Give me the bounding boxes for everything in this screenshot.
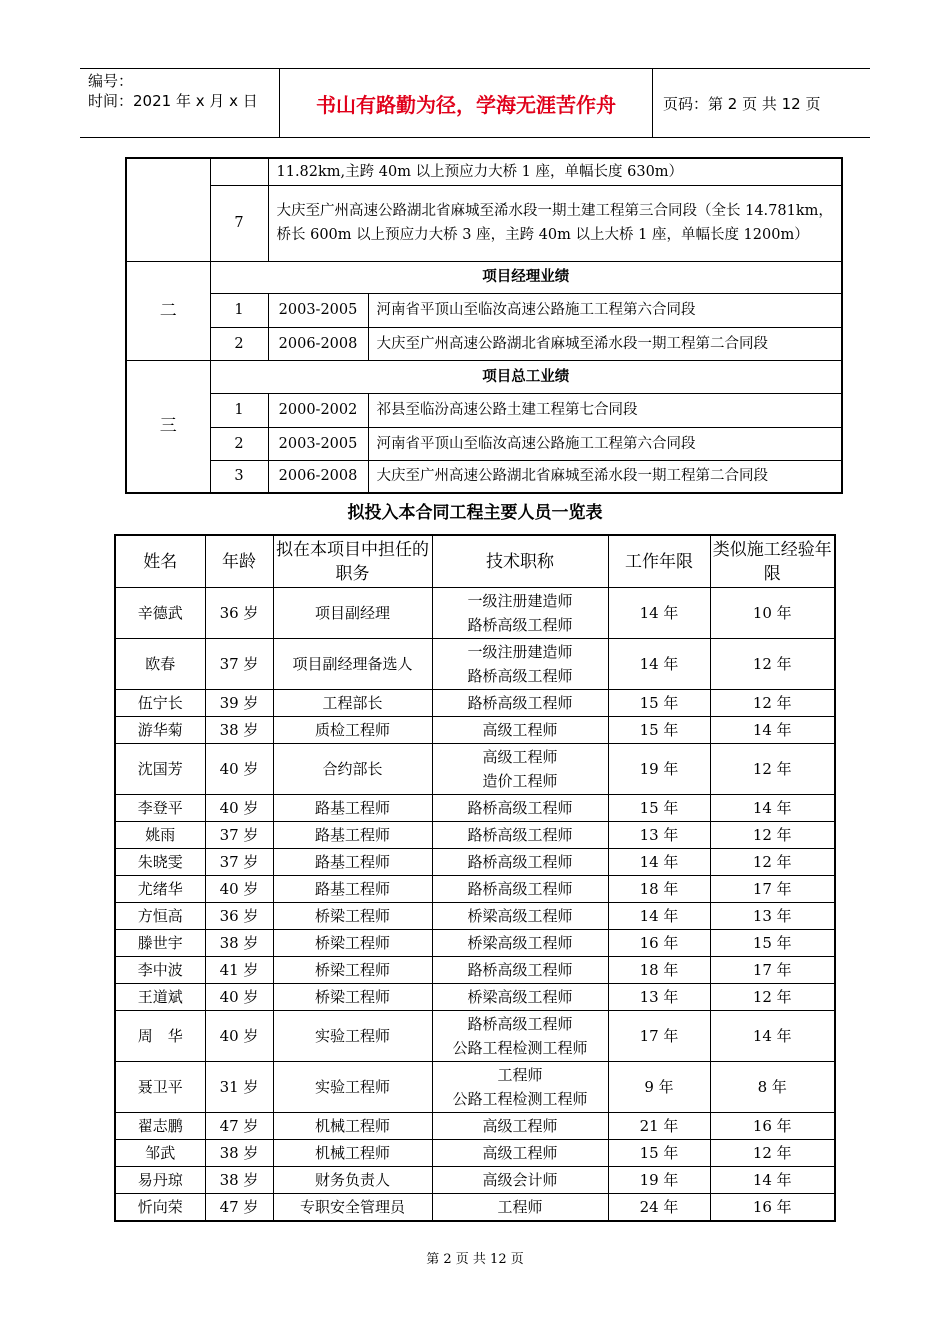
staff-position: 路基工程师 [273, 795, 432, 822]
section-title: 项目经理业绩 [210, 261, 842, 293]
staff-title-line: 桥梁高级工程师 [467, 934, 573, 952]
staff-title-line: 公路工程检测工程师 [452, 1090, 588, 1108]
row-desc: 大庆至广州高速公路湖北省麻城至浠水段一期工程第二合同段 [368, 460, 842, 493]
staff-age: 47 岁 [205, 1194, 273, 1222]
staff-work-years: 19 年 [608, 1167, 710, 1194]
row-desc: 河南省平顶山至临汝高速公路施工工程第六合同段 [368, 427, 842, 460]
staff-position: 合约部长 [273, 744, 432, 795]
staff-exp-years: 12 年 [710, 639, 835, 690]
staff-position: 桥梁工程师 [273, 984, 432, 1011]
staff-title [432, 876, 608, 903]
staff-position: 机械工程师 [273, 1140, 432, 1167]
staff-position: 工程部长 [273, 690, 432, 717]
code-label: 编号： [88, 72, 134, 90]
staff-title-line: 路桥高级工程师 [467, 616, 573, 634]
staff-name: 易丹琼 [115, 1167, 205, 1194]
staff-name: 李中波 [115, 957, 205, 984]
staff-name: 忻向荣 [115, 1194, 205, 1222]
table-row [115, 822, 835, 849]
staff-position: 桥梁工程师 [273, 903, 432, 930]
staff-title-line: 工程师 [497, 1198, 543, 1216]
row-no: 7 [210, 185, 268, 261]
staff-title-line: 造价工程师 [482, 772, 558, 790]
staff-exp-years: 14 年 [710, 1167, 835, 1194]
table-row [126, 158, 842, 185]
staff-exp-years: 13 年 [710, 903, 835, 930]
staff-work-years: 14 年 [608, 588, 710, 639]
table-row [115, 1113, 835, 1140]
col-header-position: 拟在本项目中担任的职务 [273, 535, 432, 588]
staff-title [432, 903, 608, 930]
staff-name: 李登平 [115, 795, 205, 822]
staff-work-years: 14 年 [608, 903, 710, 930]
staff-title-line: 路桥高级工程师 [467, 961, 573, 979]
staff-age: 40 岁 [205, 795, 273, 822]
staff-age: 40 岁 [205, 876, 273, 903]
staff-exp-years: 12 年 [710, 690, 835, 717]
staff-exp-years: 12 年 [710, 1140, 835, 1167]
table-row [115, 588, 835, 639]
staff-age: 38 岁 [205, 930, 273, 957]
staff-position: 项目副经理 [273, 588, 432, 639]
staff-title [432, 1113, 608, 1140]
staff-age: 38 岁 [205, 717, 273, 744]
row-desc: 11.82km,主跨 40m 以上预应力大桥 1 座，单幅长度 630m） [268, 158, 842, 185]
row-years: 2000-2002 [268, 393, 368, 427]
staff-age: 37 岁 [205, 639, 273, 690]
staff-title [432, 744, 608, 795]
staff-title [432, 1062, 608, 1113]
staff-title-line: 路桥高级工程师 [467, 799, 573, 817]
col-header-work-years: 工作年限 [608, 535, 710, 588]
staff-exp-years: 12 年 [710, 849, 835, 876]
col-header-exp-years: 类似施工经验年限 [710, 535, 835, 588]
table-row [115, 795, 835, 822]
staff-work-years: 15 年 [608, 795, 710, 822]
row-no-cell [210, 158, 268, 185]
staff-title-line: 高级工程师 [482, 721, 558, 739]
table-row [115, 1062, 835, 1113]
staff-age: 37 岁 [205, 822, 273, 849]
row-no: 2 [210, 327, 268, 360]
row-years: 2006-2008 [268, 327, 368, 360]
table-row [115, 984, 835, 1011]
staff-title-line: 路桥高级工程师 [467, 1015, 573, 1033]
staff-position: 财务负责人 [273, 1167, 432, 1194]
staff-exp-years: 10 年 [710, 588, 835, 639]
staff-title-line: 高级工程师 [482, 1117, 558, 1135]
staff-title-line: 高级会计师 [482, 1171, 558, 1189]
staff-age: 37 岁 [205, 849, 273, 876]
staff-work-years: 14 年 [608, 849, 710, 876]
row-years: 2003-2005 [268, 293, 368, 327]
row-desc: 大庆至广州高速公路湖北省麻城至浠水段一期工程第二合同段 [368, 327, 842, 360]
staff-title [432, 639, 608, 690]
staff-age: 40 岁 [205, 1011, 273, 1062]
staff-name: 邹武 [115, 1140, 205, 1167]
staff-exp-years: 17 年 [710, 957, 835, 984]
staff-name: 方恒高 [115, 903, 205, 930]
performance-table [125, 157, 843, 494]
table-row [126, 427, 842, 460]
section-cell [126, 158, 210, 185]
table-row [115, 876, 835, 903]
row-no: 1 [210, 393, 268, 427]
section-cell [126, 185, 210, 261]
staff-name: 沈国芳 [115, 744, 205, 795]
date-line: 时间：2021 年 x 月 x 日 [88, 92, 258, 110]
table-row [115, 849, 835, 876]
staff-exp-years: 15 年 [710, 930, 835, 957]
staff-title-line: 工程师 [497, 1066, 543, 1084]
header-meta [80, 69, 280, 137]
staff-name: 王道斌 [115, 984, 205, 1011]
staff-work-years: 21 年 [608, 1113, 710, 1140]
staff-title [432, 930, 608, 957]
staff-position: 路基工程师 [273, 876, 432, 903]
staff-exp-years: 12 年 [710, 984, 835, 1011]
staff-name: 聂卫平 [115, 1062, 205, 1113]
row-years: 2006-2008 [268, 460, 368, 493]
staff-title-line: 公路工程检测工程师 [452, 1039, 588, 1057]
table-row [126, 327, 842, 360]
staff-work-years: 13 年 [608, 984, 710, 1011]
staff-name: 伍宁长 [115, 690, 205, 717]
staff-exp-years: 17 年 [710, 876, 835, 903]
staff-work-years: 15 年 [608, 717, 710, 744]
staff-title-line: 高级工程师 [482, 1144, 558, 1162]
section-number: 二 [126, 261, 210, 360]
staff-name: 滕世宇 [115, 930, 205, 957]
staff-work-years: 18 年 [608, 876, 710, 903]
staff-title-line: 桥梁高级工程师 [467, 907, 573, 925]
staff-work-years: 19 年 [608, 744, 710, 795]
staff-position: 路基工程师 [273, 822, 432, 849]
staff-title-line: 高级工程师 [482, 748, 558, 766]
staff-exp-years: 16 年 [710, 1194, 835, 1222]
table-row [115, 744, 835, 795]
staff-name: 翟志鹏 [115, 1113, 205, 1140]
staff-title-line: 路桥高级工程师 [467, 880, 573, 898]
staff-title [432, 1011, 608, 1062]
row-years: 2003-2005 [268, 427, 368, 460]
staff-position: 专职安全管理员 [273, 1194, 432, 1222]
table-row [115, 1194, 835, 1222]
staff-name: 辛德武 [115, 588, 205, 639]
staff-title-line: 路桥高级工程师 [467, 694, 573, 712]
staff-work-years: 15 年 [608, 1140, 710, 1167]
table-row [126, 360, 842, 393]
staff-exp-years: 14 年 [710, 795, 835, 822]
staff-work-years: 15 年 [608, 690, 710, 717]
col-header-age: 年龄 [205, 535, 273, 588]
staff-age: 38 岁 [205, 1140, 273, 1167]
staff-age: 38 岁 [205, 1167, 273, 1194]
staff-title [432, 957, 608, 984]
staff-title [432, 1194, 608, 1222]
staff-title [432, 1167, 608, 1194]
staff-work-years: 13 年 [608, 822, 710, 849]
staff-work-years: 16 年 [608, 930, 710, 957]
staff-header-row [115, 535, 835, 588]
staff-title-line: 桥梁高级工程师 [467, 988, 573, 1006]
staff-position: 路基工程师 [273, 849, 432, 876]
table-row [126, 393, 842, 427]
staff-position: 实验工程师 [273, 1062, 432, 1113]
staff-body [115, 588, 835, 1222]
row-desc: 河南省平顶山至临汝高速公路施工工程第六合同段 [368, 293, 842, 327]
staff-position: 机械工程师 [273, 1113, 432, 1140]
staff-age: 39 岁 [205, 690, 273, 717]
staff-work-years: 9 年 [608, 1062, 710, 1113]
col-header-name: 姓名 [115, 535, 205, 588]
staff-age: 40 岁 [205, 984, 273, 1011]
staff-age: 31 岁 [205, 1062, 273, 1113]
staff-exp-years: 14 年 [710, 717, 835, 744]
staff-title [432, 588, 608, 639]
staff-age: 40 岁 [205, 744, 273, 795]
staff-exp-years: 12 年 [710, 822, 835, 849]
table-row [115, 1140, 835, 1167]
staff-age: 47 岁 [205, 1113, 273, 1140]
staff-position: 质检工程师 [273, 717, 432, 744]
table-row [115, 930, 835, 957]
header-motto: 书山有路勤为径，学海无涯苦作舟 [280, 69, 653, 137]
staff-title-line: 路桥高级工程师 [467, 667, 573, 685]
staff-age: 41 岁 [205, 957, 273, 984]
row-no: 2 [210, 427, 268, 460]
staff-name: 欧春 [115, 639, 205, 690]
staff-exp-years: 12 年 [710, 744, 835, 795]
header-page-info: 页码：第 2 页 共 12 页 [663, 94, 821, 113]
staff-work-years: 17 年 [608, 1011, 710, 1062]
staff-position: 项目副经理备选人 [273, 639, 432, 690]
staff-table-title: 拟投入本合同工程主要人员一览表 [347, 503, 603, 523]
table-row [126, 460, 842, 493]
table-row [126, 185, 842, 261]
staff-title [432, 984, 608, 1011]
staff-position: 实验工程师 [273, 1011, 432, 1062]
page-header [80, 68, 870, 138]
staff-title-line: 一级注册建造师 [467, 592, 573, 610]
row-desc: 大庆至广州高速公路湖北省麻城至浠水段一期土建工程第三合同段（全长 14.781km，桥长 600m 以上预应力大桥 3 座，主跨 40m 以上大桥 1 座，单幅长度 1200m） [268, 185, 842, 261]
staff-title [432, 849, 608, 876]
staff-position: 桥梁工程师 [273, 930, 432, 957]
table-row [115, 957, 835, 984]
table-row [115, 717, 835, 744]
staff-work-years: 24 年 [608, 1194, 710, 1222]
staff-age: 36 岁 [205, 588, 273, 639]
row-no: 3 [210, 460, 268, 493]
section-number: 三 [126, 360, 210, 493]
staff-title-line: 路桥高级工程师 [467, 826, 573, 844]
staff-title [432, 822, 608, 849]
page-footer: 第 2 页 共 12 页 [426, 1252, 524, 1267]
staff-name: 尤绪华 [115, 876, 205, 903]
table-row [115, 690, 835, 717]
staff-work-years: 18 年 [608, 957, 710, 984]
staff-exp-years: 14 年 [710, 1011, 835, 1062]
staff-exp-years: 8 年 [710, 1062, 835, 1113]
row-desc: 祁县至临汾高速公路土建工程第七合同段 [368, 393, 842, 427]
staff-name: 姚雨 [115, 822, 205, 849]
staff-title-line: 路桥高级工程师 [467, 853, 573, 871]
row-no: 1 [210, 293, 268, 327]
staff-name: 周 华 [115, 1011, 205, 1062]
table-row [126, 261, 842, 293]
staff-title [432, 795, 608, 822]
table-row [115, 1167, 835, 1194]
staff-title [432, 717, 608, 744]
staff-exp-years: 16 年 [710, 1113, 835, 1140]
section-title: 项目总工业绩 [210, 360, 842, 393]
col-header-title: 技术职称 [432, 535, 608, 588]
staff-table [114, 534, 836, 1222]
table-row [115, 903, 835, 930]
table-row [126, 293, 842, 327]
staff-title [432, 690, 608, 717]
staff-position: 桥梁工程师 [273, 957, 432, 984]
table-row [115, 639, 835, 690]
staff-name: 朱晓雯 [115, 849, 205, 876]
table-row [115, 1011, 835, 1062]
staff-title-line: 一级注册建造师 [467, 643, 573, 661]
staff-title [432, 1140, 608, 1167]
staff-age: 36 岁 [205, 903, 273, 930]
staff-name: 游华菊 [115, 717, 205, 744]
staff-work-years: 14 年 [608, 639, 710, 690]
